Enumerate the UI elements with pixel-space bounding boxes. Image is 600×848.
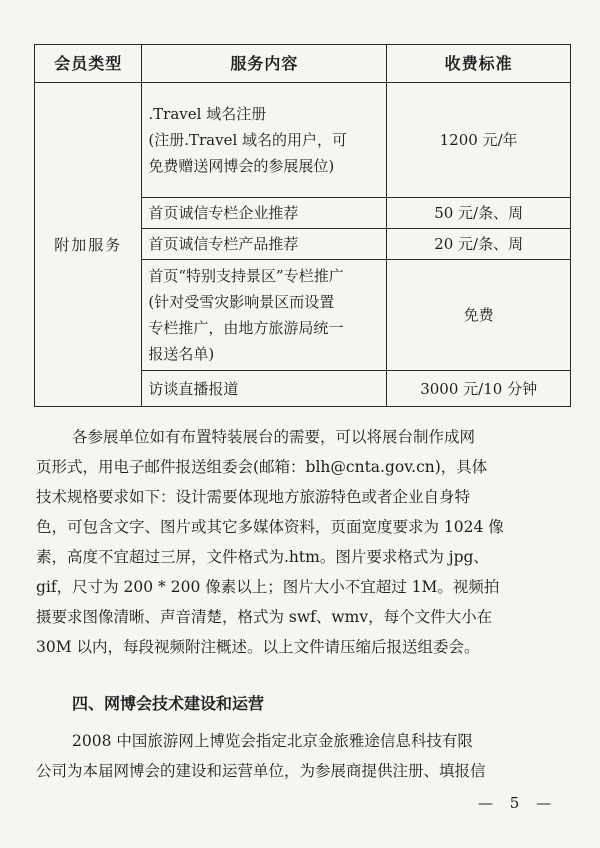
table-header-row xyxy=(35,45,571,83)
header-service-content: 服务内容 xyxy=(142,45,387,83)
paragraph-line: 公司为本届网博会的建设和运营单位，为参展商提供注册、填报信 xyxy=(36,762,486,780)
paragraph-line: 页形式，用电子邮件报送组委会(邮箱：blh@cnta.gov.cn)，具体 xyxy=(36,458,488,476)
service-line: 免费赠送网博会的参展展位) xyxy=(148,157,335,175)
paragraph-line: 30M 以内，每段视频附注概述。以上文件请压缩后报送组委会。 xyxy=(36,638,480,656)
service-line: 访谈直播报道 xyxy=(148,379,239,398)
fee-cell: 1200 元/年 xyxy=(387,83,571,198)
paragraph-line: 各参展单位如有布置特装展台的需要，可以将展台制作成网 xyxy=(72,428,476,446)
fee-cell: 50 元/条、周 xyxy=(387,198,571,229)
paragraph-operations xyxy=(36,726,566,786)
section-heading: 四、网博会技术建设和运营 xyxy=(72,694,265,713)
paragraph-line: gif，尺寸为 200 * 200 像素以上；图片大小不宜超过 1M。视频拍 xyxy=(36,578,500,596)
header-fee-standard: 收费标准 xyxy=(387,45,571,83)
service-line: .Travel 域名注册 xyxy=(148,105,267,123)
service-cell xyxy=(142,260,387,371)
member-type-cell: 附加服务 xyxy=(35,83,142,407)
paragraph-line: 技术规格要求如下：设计需要体现地方旅游特色或者企业自身特 xyxy=(36,488,471,506)
paragraph-display-booth xyxy=(36,422,566,662)
service-line: (注册.Travel 域名的用户，可 xyxy=(148,131,348,149)
header-member-type: 会员类型 xyxy=(35,45,142,83)
fee-cell: 20 元/条、周 xyxy=(387,229,571,260)
service-cell xyxy=(142,229,387,260)
paragraph-line: 2008 中国旅游网上博览会指定北京金旅雅途信息科技有限 xyxy=(72,732,473,750)
service-line: 报送名单) xyxy=(148,345,215,363)
fee-table xyxy=(34,44,571,407)
page-number: — 5 — xyxy=(478,794,558,812)
service-line: 首页“特别支持景区”专栏推广 xyxy=(148,267,344,285)
service-cell xyxy=(142,198,387,229)
service-line: (针对受雪灾影响景区而设置 xyxy=(148,293,335,311)
service-line: 首页诚信专栏企业推荐 xyxy=(148,204,299,222)
service-line: 首页诚信专栏产品推荐 xyxy=(148,235,299,253)
service-cell xyxy=(142,371,387,407)
paragraph-line: 素，高度不宜超过三屏，文件格式为.htm。图片要求格式为 jpg、 xyxy=(36,548,489,566)
paragraph-line: 色，可包含文字、图片或其它多媒体资料，页面宽度要求为 1024 像 xyxy=(36,518,504,536)
service-line: 专栏推广，由地方旅游局统一 xyxy=(148,319,344,337)
service-cell xyxy=(142,83,387,198)
fee-cell: 3000 元/10 分钟 xyxy=(387,371,571,407)
fee-cell: 免费 xyxy=(387,260,571,371)
table-row xyxy=(35,83,571,198)
paragraph-line: 摄要求图像清晰、声音清楚，格式为 swf、wmv，每个文件大小在 xyxy=(36,608,493,626)
